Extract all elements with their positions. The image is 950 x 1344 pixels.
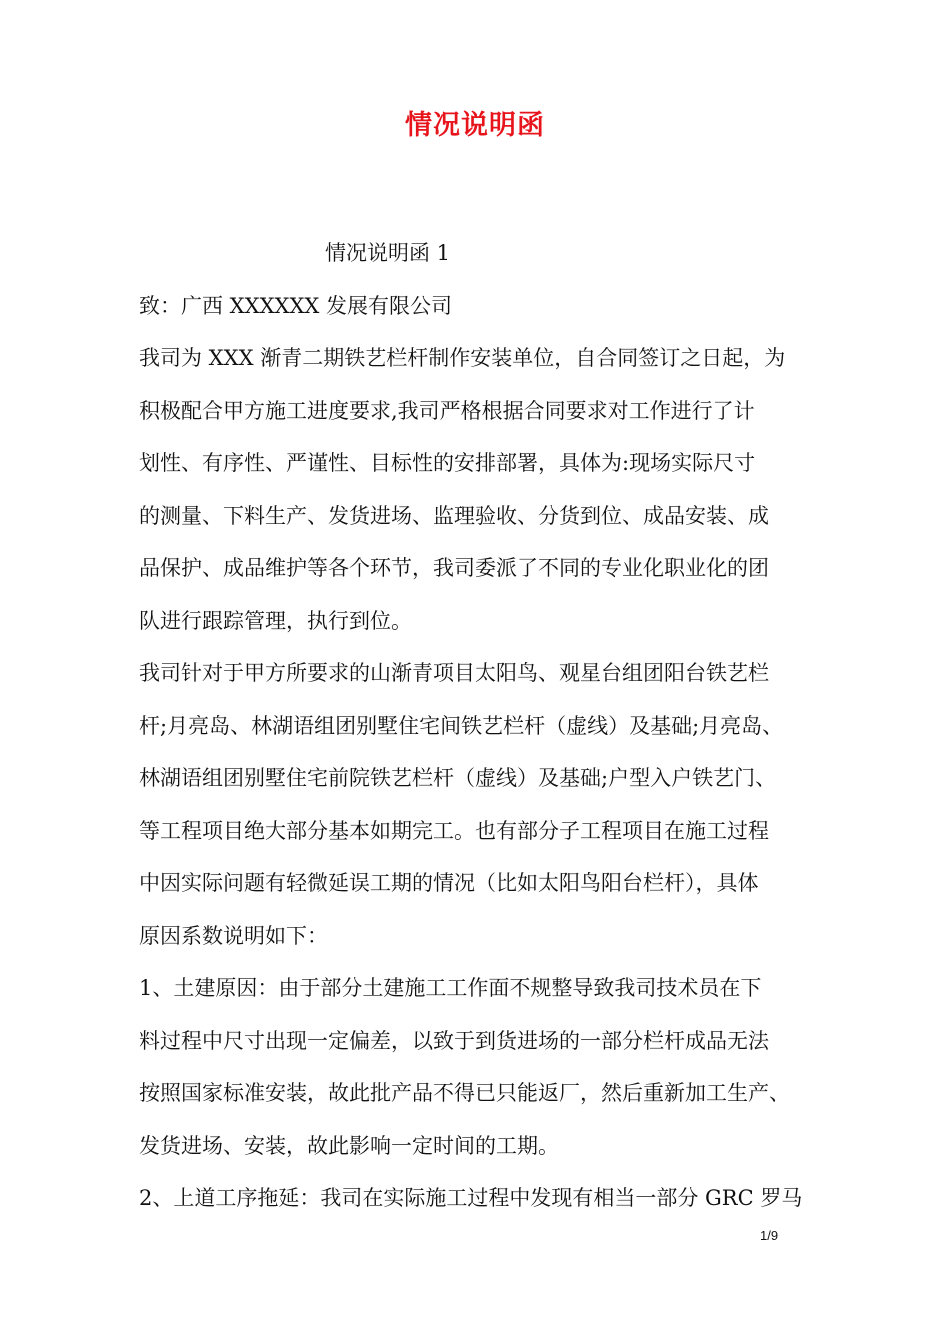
- body-line: 划性、有序性、严谨性、目标性的安排部署，具体为:现场实际尺寸: [139, 451, 756, 475]
- body-line: 的测量、下料生产、发货进场、监理验收、分货到位、成品安装、成: [139, 503, 769, 528]
- document-title: 情况说明函: [405, 110, 545, 141]
- body-line: 1、土建原因：由于部分土建施工工作面不规整导致我司技术员在下: [139, 976, 762, 1000]
- body-line: 中因实际问题有轻微延误工期的情况（比如太阳鸟阳台栏杆），具体: [139, 871, 759, 895]
- body-line: 杆;月亮岛、林湖语组团别墅住宅间铁艺栏杆（虚线）及基础;月亮岛、: [139, 713, 784, 738]
- body-line: 发货进场、安装，故此影响一定时间的工期。: [139, 1133, 559, 1158]
- body-line: 2、上道工序拖延：我司在实际施工过程中发现有相当一部分 GRC 罗马: [139, 1186, 803, 1210]
- body-line: 林湖语组团别墅住宅前院铁艺栏杆（虚线）及基础;户型入户铁艺门、: [139, 766, 777, 790]
- body-line: 我司为 XXX 渐青二期铁艺栏杆制作安装单位，自合同签订之日起，为: [139, 346, 786, 370]
- body-line: 积极配合甲方施工进度要求,我司严格根据合同要求对工作进行了计: [139, 398, 755, 423]
- body-line: 料过程中尺寸出现一定偏差，以致于到货进场的一部分栏杆成品无法: [139, 1028, 769, 1053]
- body-line: 等工程项目绝大部分基本如期完工。也有部分子工程项目在施工过程: [139, 818, 769, 843]
- body-line: 队进行跟踪管理，执行到位。: [139, 608, 412, 633]
- body-line: 原因系数说明如下：: [139, 923, 328, 948]
- body-line: 品保护、成品维护等各个环节，我司委派了不同的专业化职业化的团: [139, 556, 769, 580]
- body-line: 我司针对于甲方所要求的山渐青项目太阳鸟、观星台组团阳台铁艺栏: [139, 661, 769, 685]
- page-number: 1/9: [760, 1228, 779, 1243]
- section-subtitle: 情况说明函 1: [325, 241, 451, 265]
- body-line: 按照国家标准安装，故此批产品不得已只能返厂，然后重新加工生产、: [139, 1081, 790, 1105]
- document-body: [139, 227, 829, 1225]
- recipient-line: 致：广西 XXXXXX 发展有限公司: [139, 293, 453, 318]
